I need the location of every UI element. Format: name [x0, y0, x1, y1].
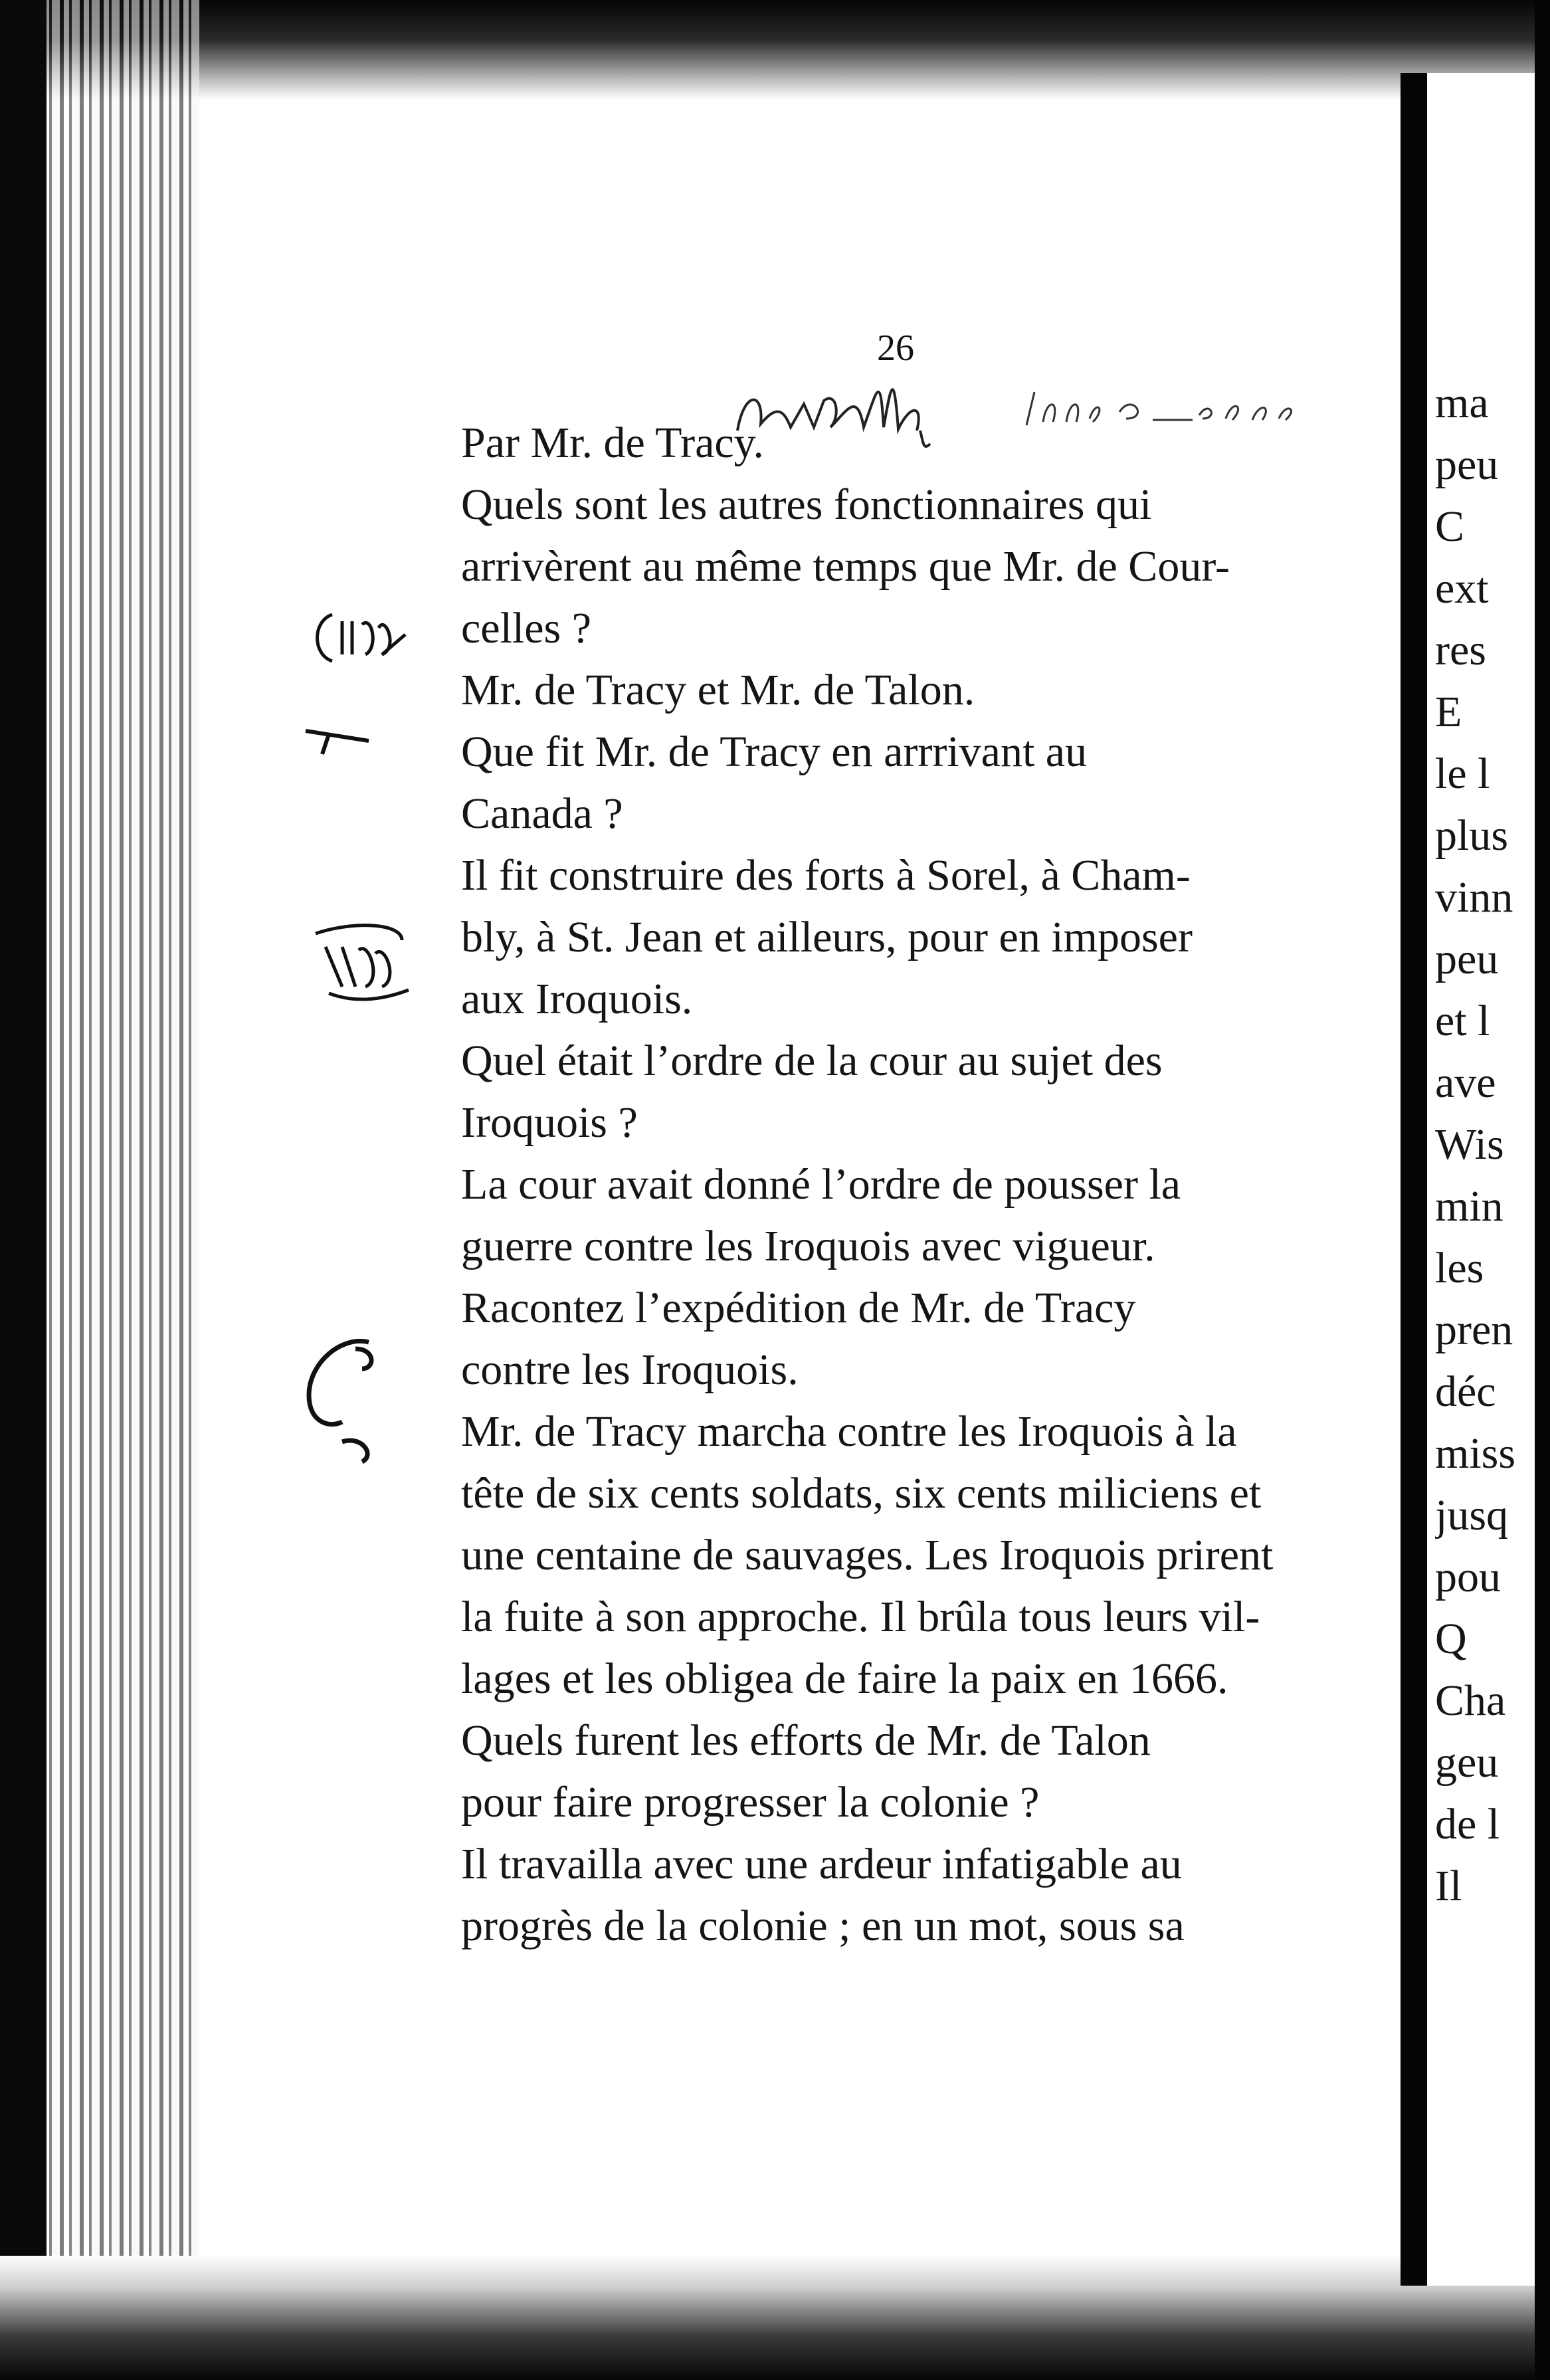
facing-page-fragment: Wis: [1435, 1120, 1504, 1169]
text-line: contre les Iroquois.: [461, 1345, 799, 1394]
question-paragraph: [408, 1277, 1391, 1401]
margin-note-icon: [312, 608, 412, 668]
facing-page-fragment: ma: [1435, 379, 1489, 427]
facing-page-text-fragments: [1435, 372, 1535, 1917]
handwritten-c-margin: [302, 1322, 402, 1478]
page-number: 26: [877, 328, 914, 369]
answer-paragraph: [408, 1401, 1391, 1710]
facing-page-fragment: geu: [1435, 1738, 1499, 1787]
dates-handwriting-icon: [1020, 379, 1306, 439]
facing-page-fragment: jusq: [1435, 1491, 1509, 1539]
c-mark-icon: [302, 1322, 402, 1475]
page-gutter: [1401, 73, 1427, 2286]
text-line: Mr. de Tracy marcha contre les Iroquois à la: [461, 1407, 1237, 1456]
handwritten-1665-margin: [312, 608, 412, 671]
facing-page-fragment: peu: [1435, 935, 1499, 983]
facing-page-fragment: ave: [1435, 1058, 1496, 1107]
facing-page-fragment: Cha: [1435, 1676, 1506, 1725]
facing-page-fragment: miss: [1435, 1429, 1516, 1478]
handwritten-courcelle: [724, 364, 990, 467]
text-line: Iroquois ?: [461, 1098, 638, 1147]
facing-page-fragment: res: [1435, 626, 1486, 674]
answer-paragraph: [408, 659, 1391, 721]
answer-paragraph: [408, 1153, 1391, 1277]
text-line: Par Mr. de Tracy.: [461, 419, 764, 467]
text-line: celles ?: [461, 604, 592, 652]
bottom-scan-border: [0, 2256, 1550, 2380]
facing-page-fragment: pou: [1435, 1553, 1501, 1601]
text-line: Il fit construire des forts à Sorel, à Cham-: [461, 851, 1191, 900]
text-line: Que fit Mr. de Tracy en arrrivant au: [461, 728, 1088, 776]
text-line: Canada ?: [461, 789, 623, 838]
text-line: arrivèrent au même temps que Mr. de Cour-: [461, 542, 1230, 591]
right-scan-border: [1535, 0, 1550, 2380]
text-line: Il travailla avec une ardeur infatigable au: [461, 1840, 1182, 1888]
left-scan-border: [0, 0, 47, 2380]
answer-paragraph: [408, 1833, 1391, 1957]
text-line: lages et les obligea de faire la paix en 1666.: [461, 1654, 1228, 1703]
facing-page-fragment: Q: [1435, 1615, 1467, 1663]
question-paragraph: [408, 1030, 1391, 1153]
body-text: [408, 412, 1391, 1957]
text-line: aux Iroquois.: [461, 975, 693, 1023]
facing-page-fragment: peu: [1435, 441, 1499, 489]
text-line: bly, à St. Jean et ailleurs, pour en imposer: [461, 913, 1193, 961]
facing-page-fragment: plus: [1435, 811, 1509, 860]
arrow-mark-icon: [302, 718, 375, 757]
text-line: progrès de la colonie ; en un mot, sous sa: [461, 1902, 1185, 1950]
facing-page-fragment: Il: [1435, 1862, 1462, 1910]
facing-page-fragment: déc: [1435, 1367, 1496, 1416]
facing-page-fragment: vinn: [1435, 873, 1513, 922]
facing-page-fragment: et l: [1435, 997, 1490, 1045]
text-line: Quels furent les efforts de Mr. de Talon: [461, 1716, 1151, 1765]
text-line: Quel était l’ordre de la cour au sujet des: [461, 1037, 1163, 1085]
text-line: la fuite à son approche. Il brûla tous leurs vil-: [461, 1593, 1260, 1641]
question-paragraph: [408, 1710, 1391, 1833]
handwritten-1666-margin: [302, 920, 415, 1010]
facing-page-fragment: min: [1435, 1182, 1503, 1231]
text-line: Quels sont les autres fonctionnaires qui: [461, 480, 1152, 529]
question-paragraph: [408, 721, 1391, 844]
text-line: pour faire progresser la colonie ?: [461, 1778, 1040, 1827]
text-line: tête de six cents soldats, six cents miliciens et: [461, 1469, 1262, 1518]
facing-page-fragment: pren: [1435, 1306, 1513, 1354]
facing-page-fragment: le l: [1435, 749, 1490, 798]
question-paragraph: [408, 474, 1391, 659]
text-line: une centaine de sauvages. Les Iroquois prirent: [461, 1531, 1274, 1579]
pen-mark: [302, 718, 375, 761]
facing-page-fragment: C: [1435, 502, 1465, 551]
facing-page-fragment: de l: [1435, 1800, 1500, 1848]
courcelle-handwriting-icon: [724, 364, 990, 464]
text-line: Mr. de Tracy et Mr. de Talon.: [461, 666, 975, 714]
text-line: Racontez l’expédition de Mr. de Tracy: [461, 1284, 1136, 1332]
text-line: La cour avait donné l’ordre de pousser la: [461, 1160, 1181, 1209]
facing-page-fragment: E: [1435, 688, 1462, 736]
handwritten-dates: [1020, 379, 1306, 442]
text-line: guerre contre les Iroquois avec vigueur.: [461, 1222, 1155, 1270]
margin-note-icon: [302, 920, 415, 1007]
answer-paragraph: [408, 844, 1391, 1030]
facing-page-fragment: les: [1435, 1244, 1484, 1292]
facing-page-fragment: ext: [1435, 564, 1489, 613]
top-scan-border: [0, 0, 1550, 100]
